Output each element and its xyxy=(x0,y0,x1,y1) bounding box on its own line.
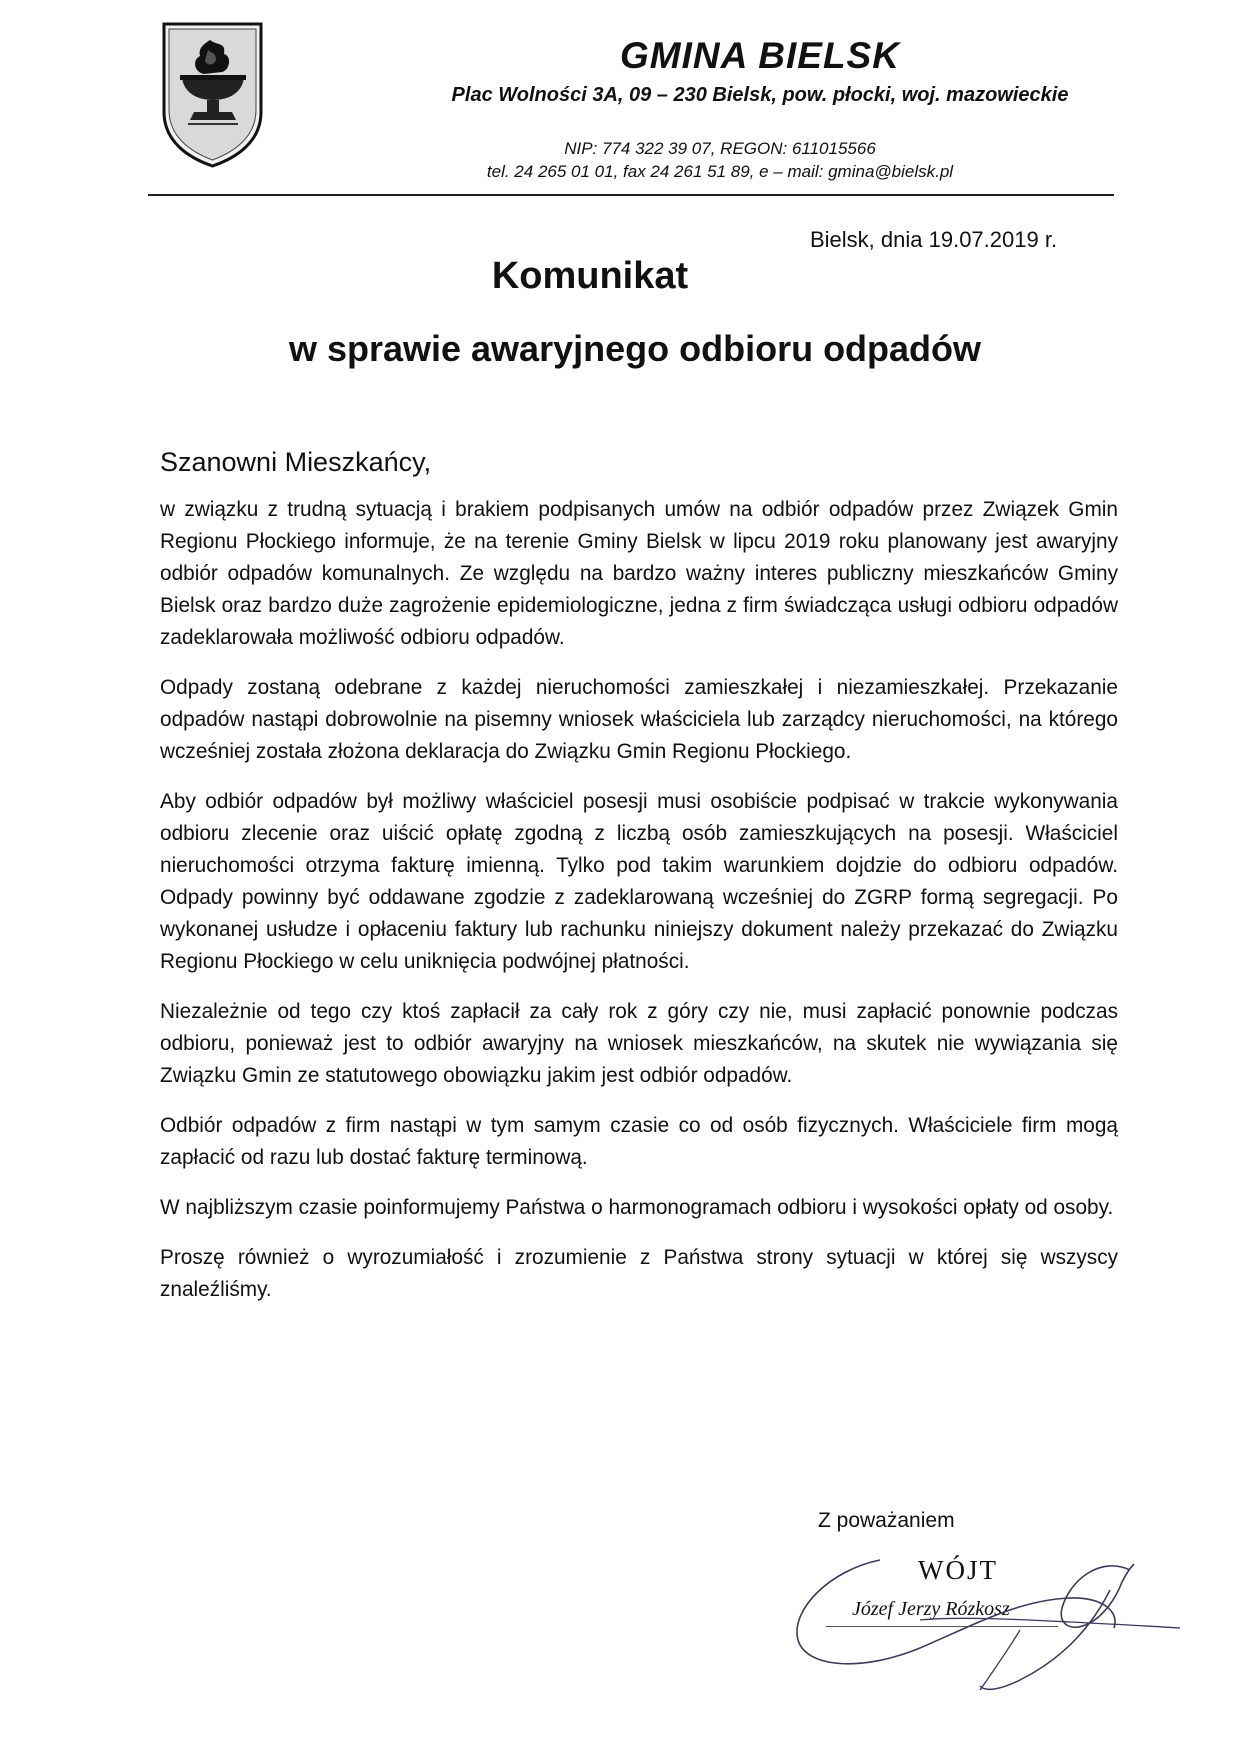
body-paragraph: Aby odbiór odpadów był możliwy właściciel posesji musi osobiście podpisać w trakcie wykonywania odbioru zlecenie oraz uiścić opłatę zgodną z liczbą osób zamieszkujących na posesji. Właściciel nieruchomości otrzyma fakturę imienną. Tylko pod takim warunkiem dojdzie do odbioru odpadów. Odpady powinny być oddawane zgodzie z zadeklarowaną wcześniej do ZGRP formą segregacji. Po wykonanej usłudze i opłaceniu faktury lub rachunku niniejszy dokument należy przekazać do Związku Regionu Płockiego w celu uniknięcia podwójnej płatności. xyxy=(160,790,1118,973)
body-paragraph: Proszę również o wyrozumiałość i zrozumienie z Państwa strony sytuacji w której się wszyscy znaleźliśmy. xyxy=(160,1246,1118,1301)
handwritten-signature-icon xyxy=(770,1520,1190,1700)
contact-details: tel. 24 265 01 01, fax 24 261 51 89, e – mail: gmina@bielsk.pl xyxy=(486,162,954,181)
tax-identifiers: NIP: 774 322 39 07, REGON: 611015566 xyxy=(564,139,876,158)
coat-of-arms-icon xyxy=(160,20,265,168)
document-date: Bielsk, dnia 19.07.2019 r. xyxy=(810,227,1058,252)
body-paragraph: Niezależnie od tego czy ktoś zapłacił za cały rok z góry czy nie, musi zapłacić ponownie podczas odbioru, ponieważ jest to odbiór awaryjny na wniosek mieszkańców, na skutek nie wywiązania się Związku Gmin ze statutowego obowiązku jakim jest odbiór odpadów. xyxy=(160,1000,1118,1087)
letter-body xyxy=(160,494,1118,1324)
closing-phrase: Z poważaniem xyxy=(818,1509,955,1532)
body-paragraph: Odbiór odpadów z firm nastąpi w tym samym czasie co od osób fizycznych. Właściciele firm mogą zapłacić od razu lub dostać fakturę terminową. xyxy=(160,1114,1118,1169)
municipality-name: GMINA BIELSK xyxy=(620,35,900,76)
signatory-name: Józef Jerzy Rózkosz xyxy=(852,1598,1010,1620)
document-subtitle: w sprawie awaryjnego odbioru odpadów xyxy=(288,328,982,369)
document-title: Komunikat xyxy=(491,255,689,297)
header-divider xyxy=(148,194,1114,196)
body-paragraph: Odpady zostaną odebrane z każdej nieruchomości zamieszkałej i niezamieszkałej. Przekazanie odpadów nastąpi dobrowolnie na pisemny wniosek właściciela lub zarządcy nieruchomości, na którego wcześniej została złożona deklaracja do Związku Gmin Regionu Płockiego. xyxy=(160,676,1118,763)
salutation: Szanowni Mieszkańcy, xyxy=(160,447,432,477)
municipality-address: Plac Wolności 3A, 09 – 230 Bielsk, pow. płocki, woj. mazowieckie xyxy=(451,84,1069,106)
signatory-title: WÓJT xyxy=(918,1555,998,1585)
body-paragraph: w związku z trudną sytuacją i brakiem podpisanych umów na odbiór odpadów przez Związek Gmin Regionu Płockiego informuje, że na terenie Gminy Bielsk w lipcu 2019 roku planowany jest awaryjny odbiór odpadów komunalnych. Ze względu na bardzo ważny interes publiczny mieszkańców Gminy Bielsk oraz bardzo duże zagrożenie epidemiologiczne, jedna z firm świadcząca usługi odbioru odpadów zadeklarowała możliwość odbioru odpadów. xyxy=(160,498,1118,649)
body-paragraph: W najbliższym czasie poinformujemy Państwa o harmonogramach odbioru i wysokości opłaty od osoby. xyxy=(160,1196,1114,1219)
